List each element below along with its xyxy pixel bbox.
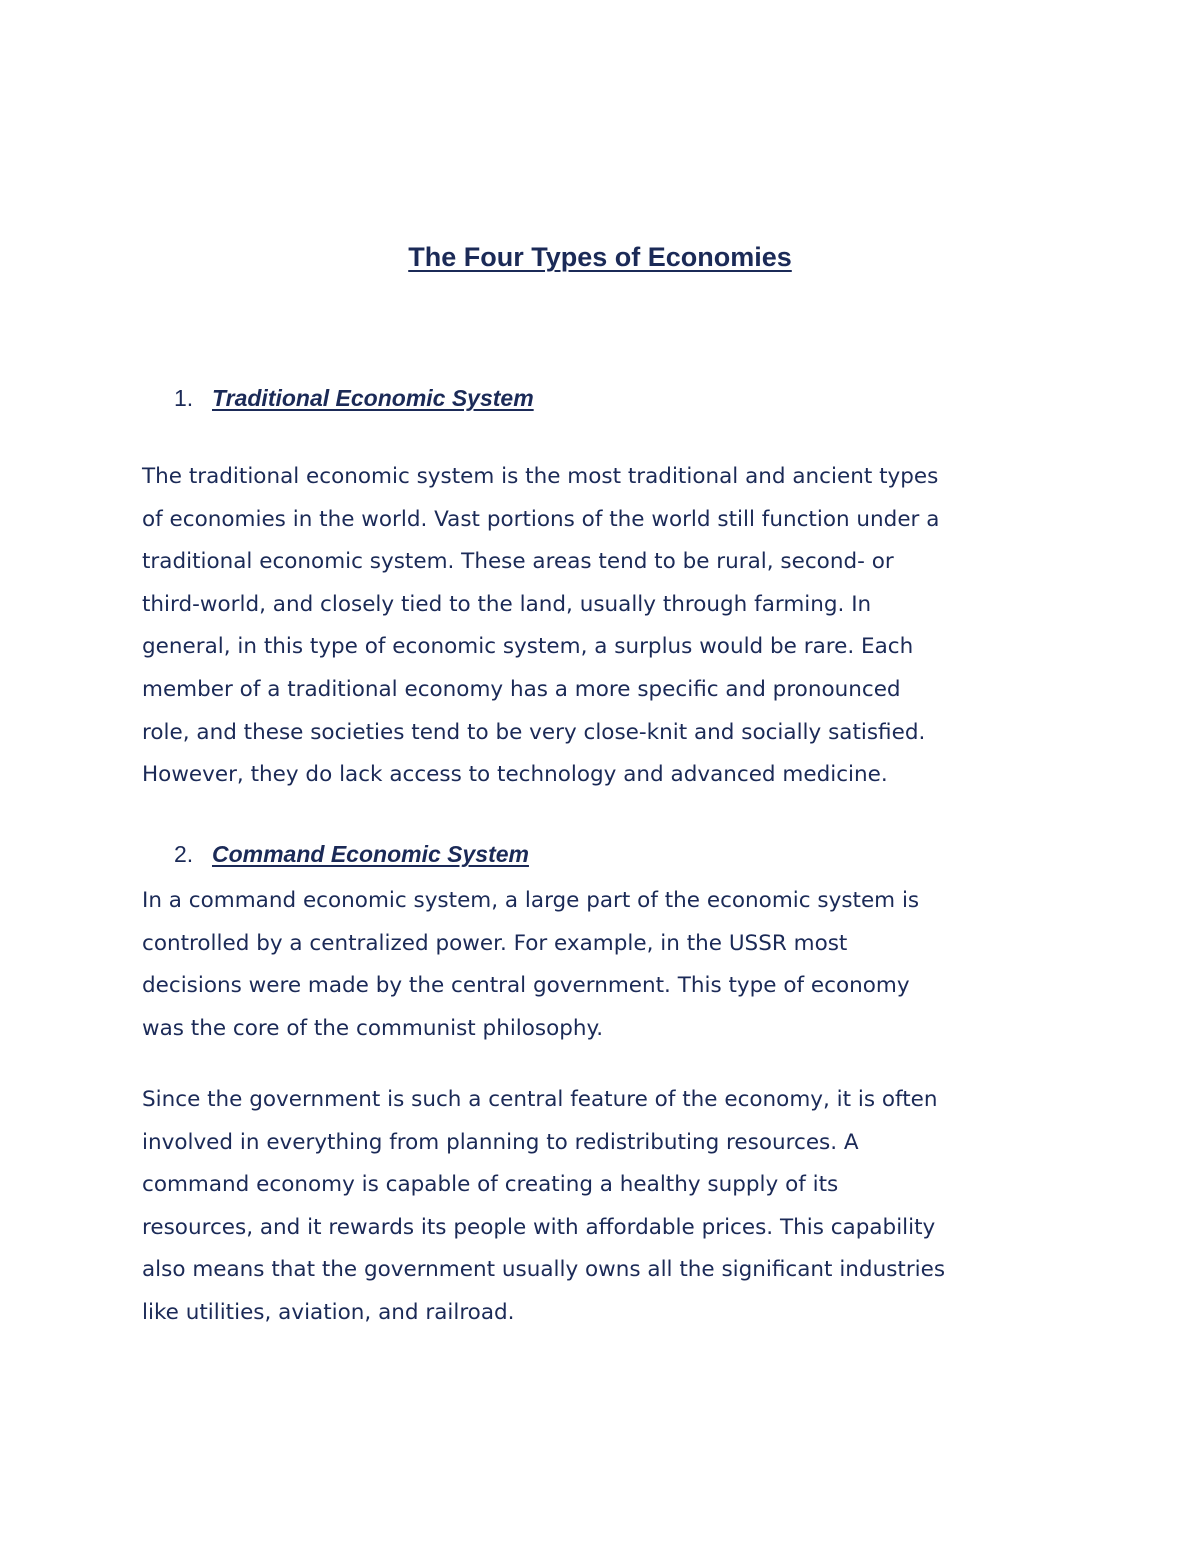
section-heading-command <box>174 841 529 868</box>
text-line: command economy is capable of creating a healthy supply of its <box>142 1172 839 1198</box>
text-line: member of a traditional economy has a more specific and pronounced <box>142 676 901 702</box>
text-line: traditional economic system. These areas tend to be rural, second- or <box>142 549 894 575</box>
text-line: Since the government is such a central feature of the economy, it is often <box>142 1087 938 1112</box>
text-line: role, and these societies tend to be very close-knit and socially satisfied. <box>142 719 926 745</box>
text-line: of economies in the world. Vast portions of the world still function under a <box>142 506 940 532</box>
paragraph-command-2 <box>142 1079 1072 1335</box>
text-line: was the core of the communist philosophy. <box>142 1015 604 1041</box>
text-line: resources, and it rewards its people with affordable prices. This capability <box>142 1214 936 1240</box>
text-line: decisions were made by the central government. This type of economy <box>142 973 910 999</box>
paragraph-command-1 <box>142 880 1072 1050</box>
document-title: The Four Types of Economies <box>408 242 792 272</box>
text-line: general, in this type of economic system, a surplus would be rare. Each <box>142 634 914 660</box>
section-number: 1. <box>174 385 194 411</box>
section-number: 2. <box>174 841 194 867</box>
section-title: Command Economic System <box>212 841 529 867</box>
text-line: like utilities, aviation, and railroad. <box>142 1299 515 1325</box>
paragraph-traditional <box>142 456 1072 797</box>
section-heading-traditional <box>174 385 534 412</box>
text-line: also means that the government usually owns all the significant industries <box>142 1257 946 1283</box>
text-line: However, they do lack access to technology and advanced medicine. <box>142 762 888 788</box>
section-title: Traditional Economic System <box>212 385 534 411</box>
text-line: The traditional economic system is the most traditional and ancient types <box>142 464 939 489</box>
text-line: third-world, and closely tied to the land, usually through farming. In <box>142 591 872 617</box>
text-line: involved in everything from planning to redistributing resources. A <box>142 1129 859 1155</box>
text-line: controlled by a centralized power. For example, in the USSR most <box>142 930 848 956</box>
text-line: In a command economic system, a large part of the economic system is <box>142 888 920 913</box>
